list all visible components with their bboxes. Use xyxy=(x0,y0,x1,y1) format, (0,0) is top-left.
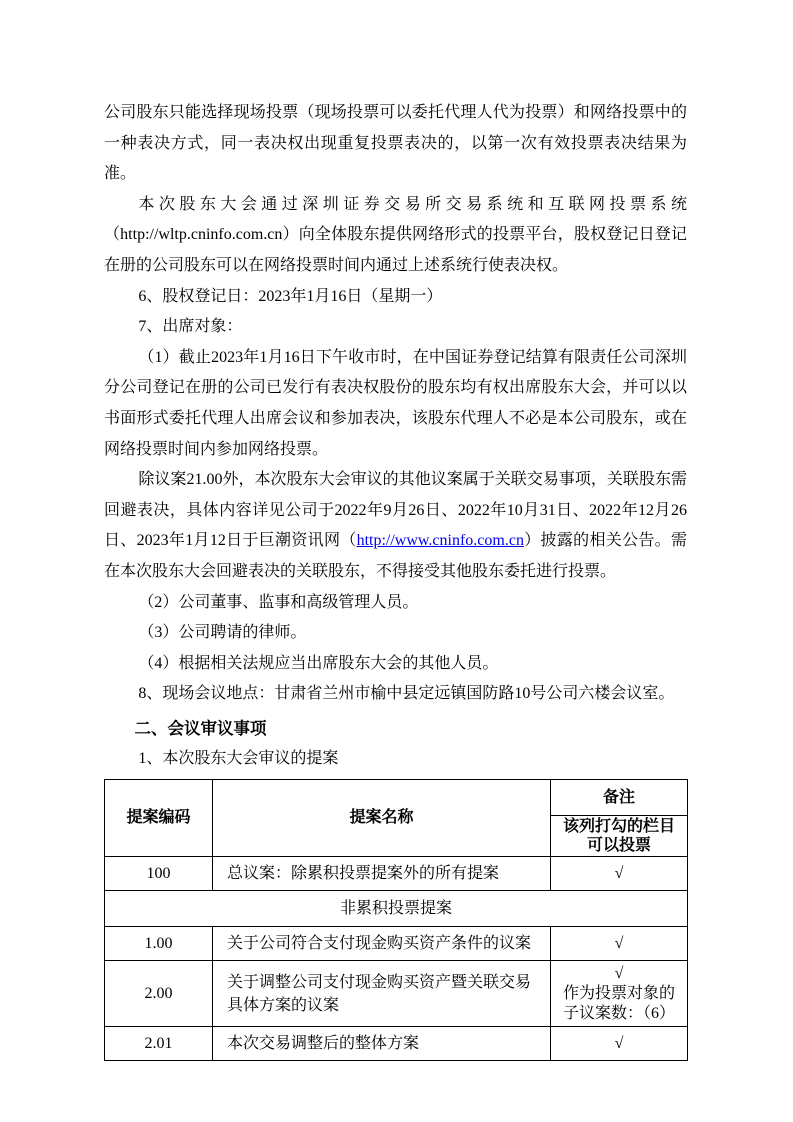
proposal-code: 100 xyxy=(105,857,213,891)
item-7-4-others: （4）根据相关法规应当出席股东大会的其他人员。 xyxy=(138,654,499,672)
proposal-name: 关于公司符合支付现金购买资产条件的议案 xyxy=(213,927,551,961)
section-heading-meeting-matters: 二、会议审议事项 xyxy=(134,719,267,738)
table-row-2-00 xyxy=(105,961,688,1027)
item-8-venue: 8、现场会议地点：甘肃省兰州市榆中县定远镇国防路10号公司六楼会议室。 xyxy=(138,685,675,703)
proposal-code: 2.01 xyxy=(105,1027,213,1061)
proposal-code: 2.00 xyxy=(105,961,213,1027)
proposal-table xyxy=(104,779,688,1061)
item-7-1-shareholders: （1）截止2023年1月16日下午收市时，在中国证券登记结算有限责任公司深圳分公司登记在册的公司已发行有表决权股份的股东均有权出席股东大会，并可以以书面形式委托代理人出席会议和参加表决，该股东代理人不必是本公司股东，或在网络投票时间内参加网络投票。 xyxy=(104,348,687,458)
header-remark: 备注 xyxy=(551,780,688,816)
item-7-2-directors: （2）公司董事、监事和高级管理人员。 xyxy=(138,593,419,611)
header-proposal-code: 提案编码 xyxy=(105,780,213,857)
proposal-name: 总议案：除累积投票提案外的所有提案 xyxy=(213,857,551,891)
item-7-3-lawyers: （3）公司聘请的律师。 xyxy=(138,624,307,642)
checkmark: √ xyxy=(551,857,688,891)
table-header-row xyxy=(105,780,688,816)
cninfo-website-link[interactable]: http://www.cninfo.com.cn xyxy=(356,532,524,550)
table-group-row-non-cumulative xyxy=(105,891,688,927)
checkmark: √ xyxy=(551,927,688,961)
table-row-2-01 xyxy=(105,1027,688,1061)
item-6-record-date: 6、股权登记日：2023年1月16日（星期一） xyxy=(138,287,443,305)
proposal-name: 本次交易调整后的整体方案 xyxy=(213,1027,551,1061)
table-row-1-00 xyxy=(105,927,688,961)
item-7-attendees: 7、出席对象： xyxy=(138,318,243,336)
paragraph-related-transaction xyxy=(104,465,687,587)
paragraph-voting-method: 公司股东只能选择现场投票（现场投票可以委托代理人代为投票）和网络投票中的一种表决方式，同一表决权出现重复投票表决的，以第一次有效投票表决结果为准。 xyxy=(104,104,687,183)
group-row-label: 非累积投票提案 xyxy=(105,891,688,927)
header-proposal-name: 提案名称 xyxy=(213,780,551,857)
sub-proposal-note: 作为投票对象的子议案数：（6） xyxy=(562,985,675,1023)
header-remark-note: 该列打勾的栏目可以投票 xyxy=(551,816,688,857)
remark-cell xyxy=(551,961,688,1027)
proposal-code: 1.00 xyxy=(105,927,213,961)
checkmark: √ xyxy=(551,1027,688,1061)
paragraph-text-before-link: 除议案21.00外，本次股东大会审议的其他议案属于关联交易事项，关联股东需回避表决，具体内容详见公司于2022年9月26日、2022年10月31日、2022年12月26日、2023年1月12日于巨潮资讯网（ xyxy=(104,471,687,550)
checkmark: √ xyxy=(614,965,624,983)
table-row-100 xyxy=(105,857,688,891)
proposal-name: 关于调整公司支付现金购买资产暨关联交易具体方案的议案 xyxy=(213,961,551,1027)
proposal-list-label: 1、本次股东大会审议的提案 xyxy=(138,750,339,768)
paragraph-text-after-link: ）披露的相关公告。需在本次股东大会回避表决的关联股东，不得接受其他股东委托进行投票。 xyxy=(104,532,687,580)
paragraph-network-voting-system: 本次股东大会通过深圳证券交易所交易系统和互联网投票系统（http://wltp.cninfo.com.cn）向全体股东提供网络形式的投票平台，股权登记日登记在册的公司股东可以在网络投票时间内通过上述系统行使表决权。 xyxy=(104,195,687,274)
